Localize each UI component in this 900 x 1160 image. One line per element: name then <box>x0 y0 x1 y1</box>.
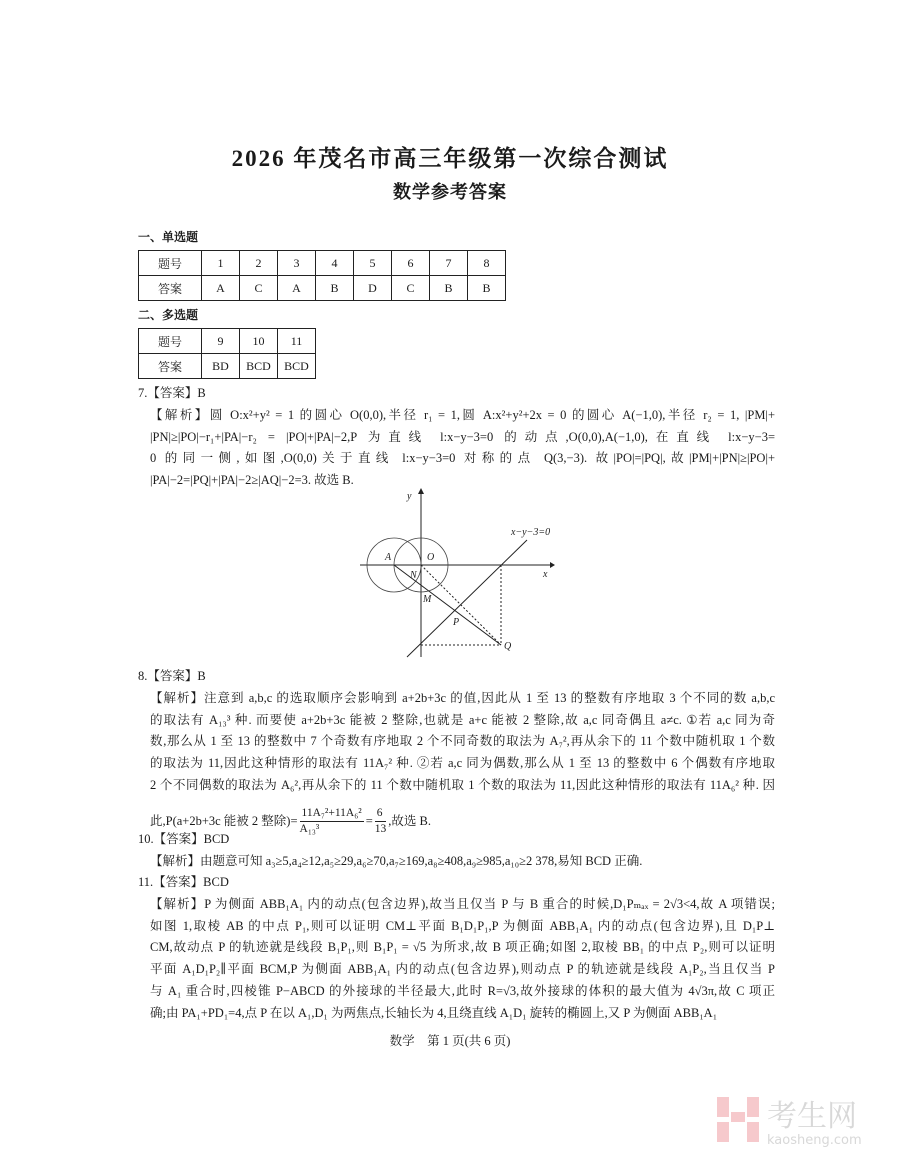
row-label: 题号 <box>139 251 202 276</box>
x-axis-arrow-icon <box>550 562 555 568</box>
explanation-line: 的取法为 11,因此这种情形的取法有 11A₇² 种. ②若 a,c 同为偶数,那么从 1 至 13 的整数中 6 个偶数有序地取 <box>150 756 775 771</box>
solution-7 <box>138 383 778 492</box>
y-axis-label: y <box>407 491 412 502</box>
explanation-line: 平面 A₁D₁P₂∥平面 BCM,P 为侧面 ABB₁A₁ 内的动点(包含边界),则动点 P 的轨迹就是线段 A₁P₂,当且仅当 P <box>150 962 775 977</box>
document-title: 2026 年茂名市高三年级第一次综合测试 <box>231 146 669 171</box>
row-label: 答案 <box>139 354 202 379</box>
point-a-label: A <box>385 552 392 563</box>
answer-cell: BD <box>202 354 240 379</box>
question-number-cell: 10 <box>240 329 278 354</box>
question-number-cell: 1 <box>202 251 240 276</box>
solution-8 <box>138 666 778 841</box>
solution-10 <box>138 829 778 873</box>
formula-suffix: ,故选 B. <box>388 813 431 828</box>
y-axis-arrow-icon <box>418 488 424 494</box>
question-number-cell: 3 <box>278 251 316 276</box>
question-number-cell: 11 <box>278 329 316 354</box>
table-row <box>139 276 506 301</box>
answer-cell: B <box>468 276 506 301</box>
point-q-label: Q <box>504 641 512 652</box>
point-p-label: P <box>453 617 460 628</box>
section-heading-multi-choice: 二、多选题 <box>138 308 199 322</box>
explanation-line: 【解析】P 为侧面 ABB₁A₁ 内的动点(包含边界),故当且仅当 P 与 B 重合的时候,D₁Pₘₐₓ = 2√3<4,故 A 项错误; <box>150 896 775 911</box>
geometry-figure <box>355 485 565 665</box>
question-number-cell: 4 <box>316 251 354 276</box>
formula-prefix: 此,P(a+2b+3c 能被 2 整除)= <box>150 813 298 828</box>
answer-header: 11.【答案】BCD <box>138 875 229 889</box>
answer-cell: BCD <box>240 354 278 379</box>
table-row <box>139 251 506 276</box>
denominator: A₁₃³ <box>299 823 320 836</box>
table-row <box>139 329 316 354</box>
explanation-line: |PN|≥|PO|−r₁+|PA|−r₂ = |PO|+|PA|−2,P 为直线 l:x−y−3=0 的动点,O(0,0),A(−1,0),在直线 l:x−y−3= <box>150 429 775 444</box>
page-footer: 数学 第 1 页(共 6 页) <box>389 1034 511 1048</box>
kaosheng-watermark-logo <box>715 1092 890 1147</box>
single-choice-answer-table <box>138 250 506 301</box>
point-n-label: N <box>410 570 417 581</box>
question-number-cell: 6 <box>392 251 430 276</box>
question-number-cell: 9 <box>202 329 240 354</box>
explanation-line: 数,那么从 1 至 13 的整数中 7 个奇数有序地取 2 个不同奇数的取法为 A₇²,再从余下的 11 个数中随机取 1 个数 <box>150 734 775 749</box>
answer-cell: A <box>202 276 240 301</box>
answer-cell: B <box>430 276 468 301</box>
answer-header: 8.【答案】B <box>138 669 206 683</box>
answer-cell: A <box>278 276 316 301</box>
section-heading-single-choice: 一、单选题 <box>138 230 199 244</box>
numerator: 6 <box>375 806 387 822</box>
svg-text:kaosheng.com: kaosheng.com <box>767 1133 862 1147</box>
explanation-line: |PA|−2=|PQ|+|PA|−2≥|AQ|−2=3. 故选 B. <box>150 473 354 488</box>
point-o-label: O <box>427 552 435 563</box>
answer-header: 10.【答案】BCD <box>138 832 230 846</box>
multi-choice-answer-table <box>138 328 316 379</box>
point-m-label: M <box>423 594 432 605</box>
explanation-line: 如图 1,取棱 AB 的中点 P₁,则可以证明 CM⊥平面 B₁D₁P₁,P 为侧面 ABB₁A₁ 内的动点(包含边界),且 D₁P⊥ <box>150 918 775 933</box>
row-label: 答案 <box>139 276 202 301</box>
explanation-line: 确;由 PA₁+PD₁=4,点 P 在以 A₁,D₁ 为两焦点,长轴长为 4,且绕直线 A₁D₁ 旋转的椭圆上,又 P 为侧面 ABB₁A₁ <box>150 1005 718 1020</box>
explanation-line: 【解析】注意到 a,b,c 的选取顺序会影响到 a+2b+3c 的值,因此从 1 至 13 的整数有序地取 3 个不同的数 a,b,c <box>150 690 775 705</box>
document-subtitle: 数学参考答案 <box>393 182 507 203</box>
question-number-cell: 7 <box>430 251 468 276</box>
table-row <box>139 354 316 379</box>
answer-cell: C <box>240 276 278 301</box>
explanation-line: 【解析】圆 O:x²+y² = 1 的圆心 O(0,0),半径 r₁ = 1,圆 A:x²+y²+2x = 0 的圆心 A(−1,0),半径 r₂ = 1, |PM|+ <box>150 407 775 422</box>
explanation-line: 的取法有 A₁₃³ 种. 而要使 a+2b+3c 能被 2 整除,也就是 a+c 能被 2 整除,故 a,c 同奇偶且 a≠c. ①若 a,c 同为奇 <box>150 712 775 727</box>
answer-cell: D <box>354 276 392 301</box>
explanation-line: 2 个不同偶数的取法为 A₆²,再从余下的 11 个数中随机取 1 个数的取法为 11,因此这种情形的取法有 11A₆² 种. 因 <box>150 777 775 792</box>
line-label: x−y−3=0 <box>511 527 551 538</box>
solution-11 <box>138 872 778 1025</box>
svg-text:考生网: 考生网 <box>767 1099 857 1134</box>
answer-cell: B <box>316 276 354 301</box>
x-axis-label: x <box>543 569 548 580</box>
numerator: 11A₇²+11A₆² <box>300 806 364 822</box>
equals-sign: = <box>365 813 373 828</box>
explanation-line: CM,故动点 P 的轨迹就是线段 B₁P₁,则 B₁P₁ = √5 为所求,故 B 项正确;如图 2,取棱 BB₁ 的中点 P₂,则可以证明 <box>150 940 775 955</box>
row-label: 题号 <box>139 329 202 354</box>
explanation-line: 0 的同一侧,如图,O(0,0)关于直线 l:x−y−3=0 对称的点 Q(3,−3). 故|PO|=|PQ|,故|PM|+|PN|≥|PO|+ <box>150 451 775 466</box>
denominator: 13 <box>374 823 387 836</box>
question-number-cell: 8 <box>468 251 506 276</box>
question-number-cell: 5 <box>354 251 392 276</box>
answer-cell: C <box>392 276 430 301</box>
explanation-line: 【解析】由题意可知 a₃≥5,a₄≥12,a₅≥29,a₆≥70,a₇≥169,a₈≥408,a₉≥985,a₁₀≥2 378,易知 BCD 正确. <box>150 853 643 868</box>
question-number-cell: 2 <box>240 251 278 276</box>
explanation-line: 与 A₁ 重合时,四棱锥 P−ABCD 的外接球的半径最大,此时 R=√3,故外接球的体积的最大值为 4√3π,故 C 项正 <box>150 983 775 998</box>
answer-cell: BCD <box>278 354 316 379</box>
answer-header: 7.【答案】B <box>138 386 206 400</box>
